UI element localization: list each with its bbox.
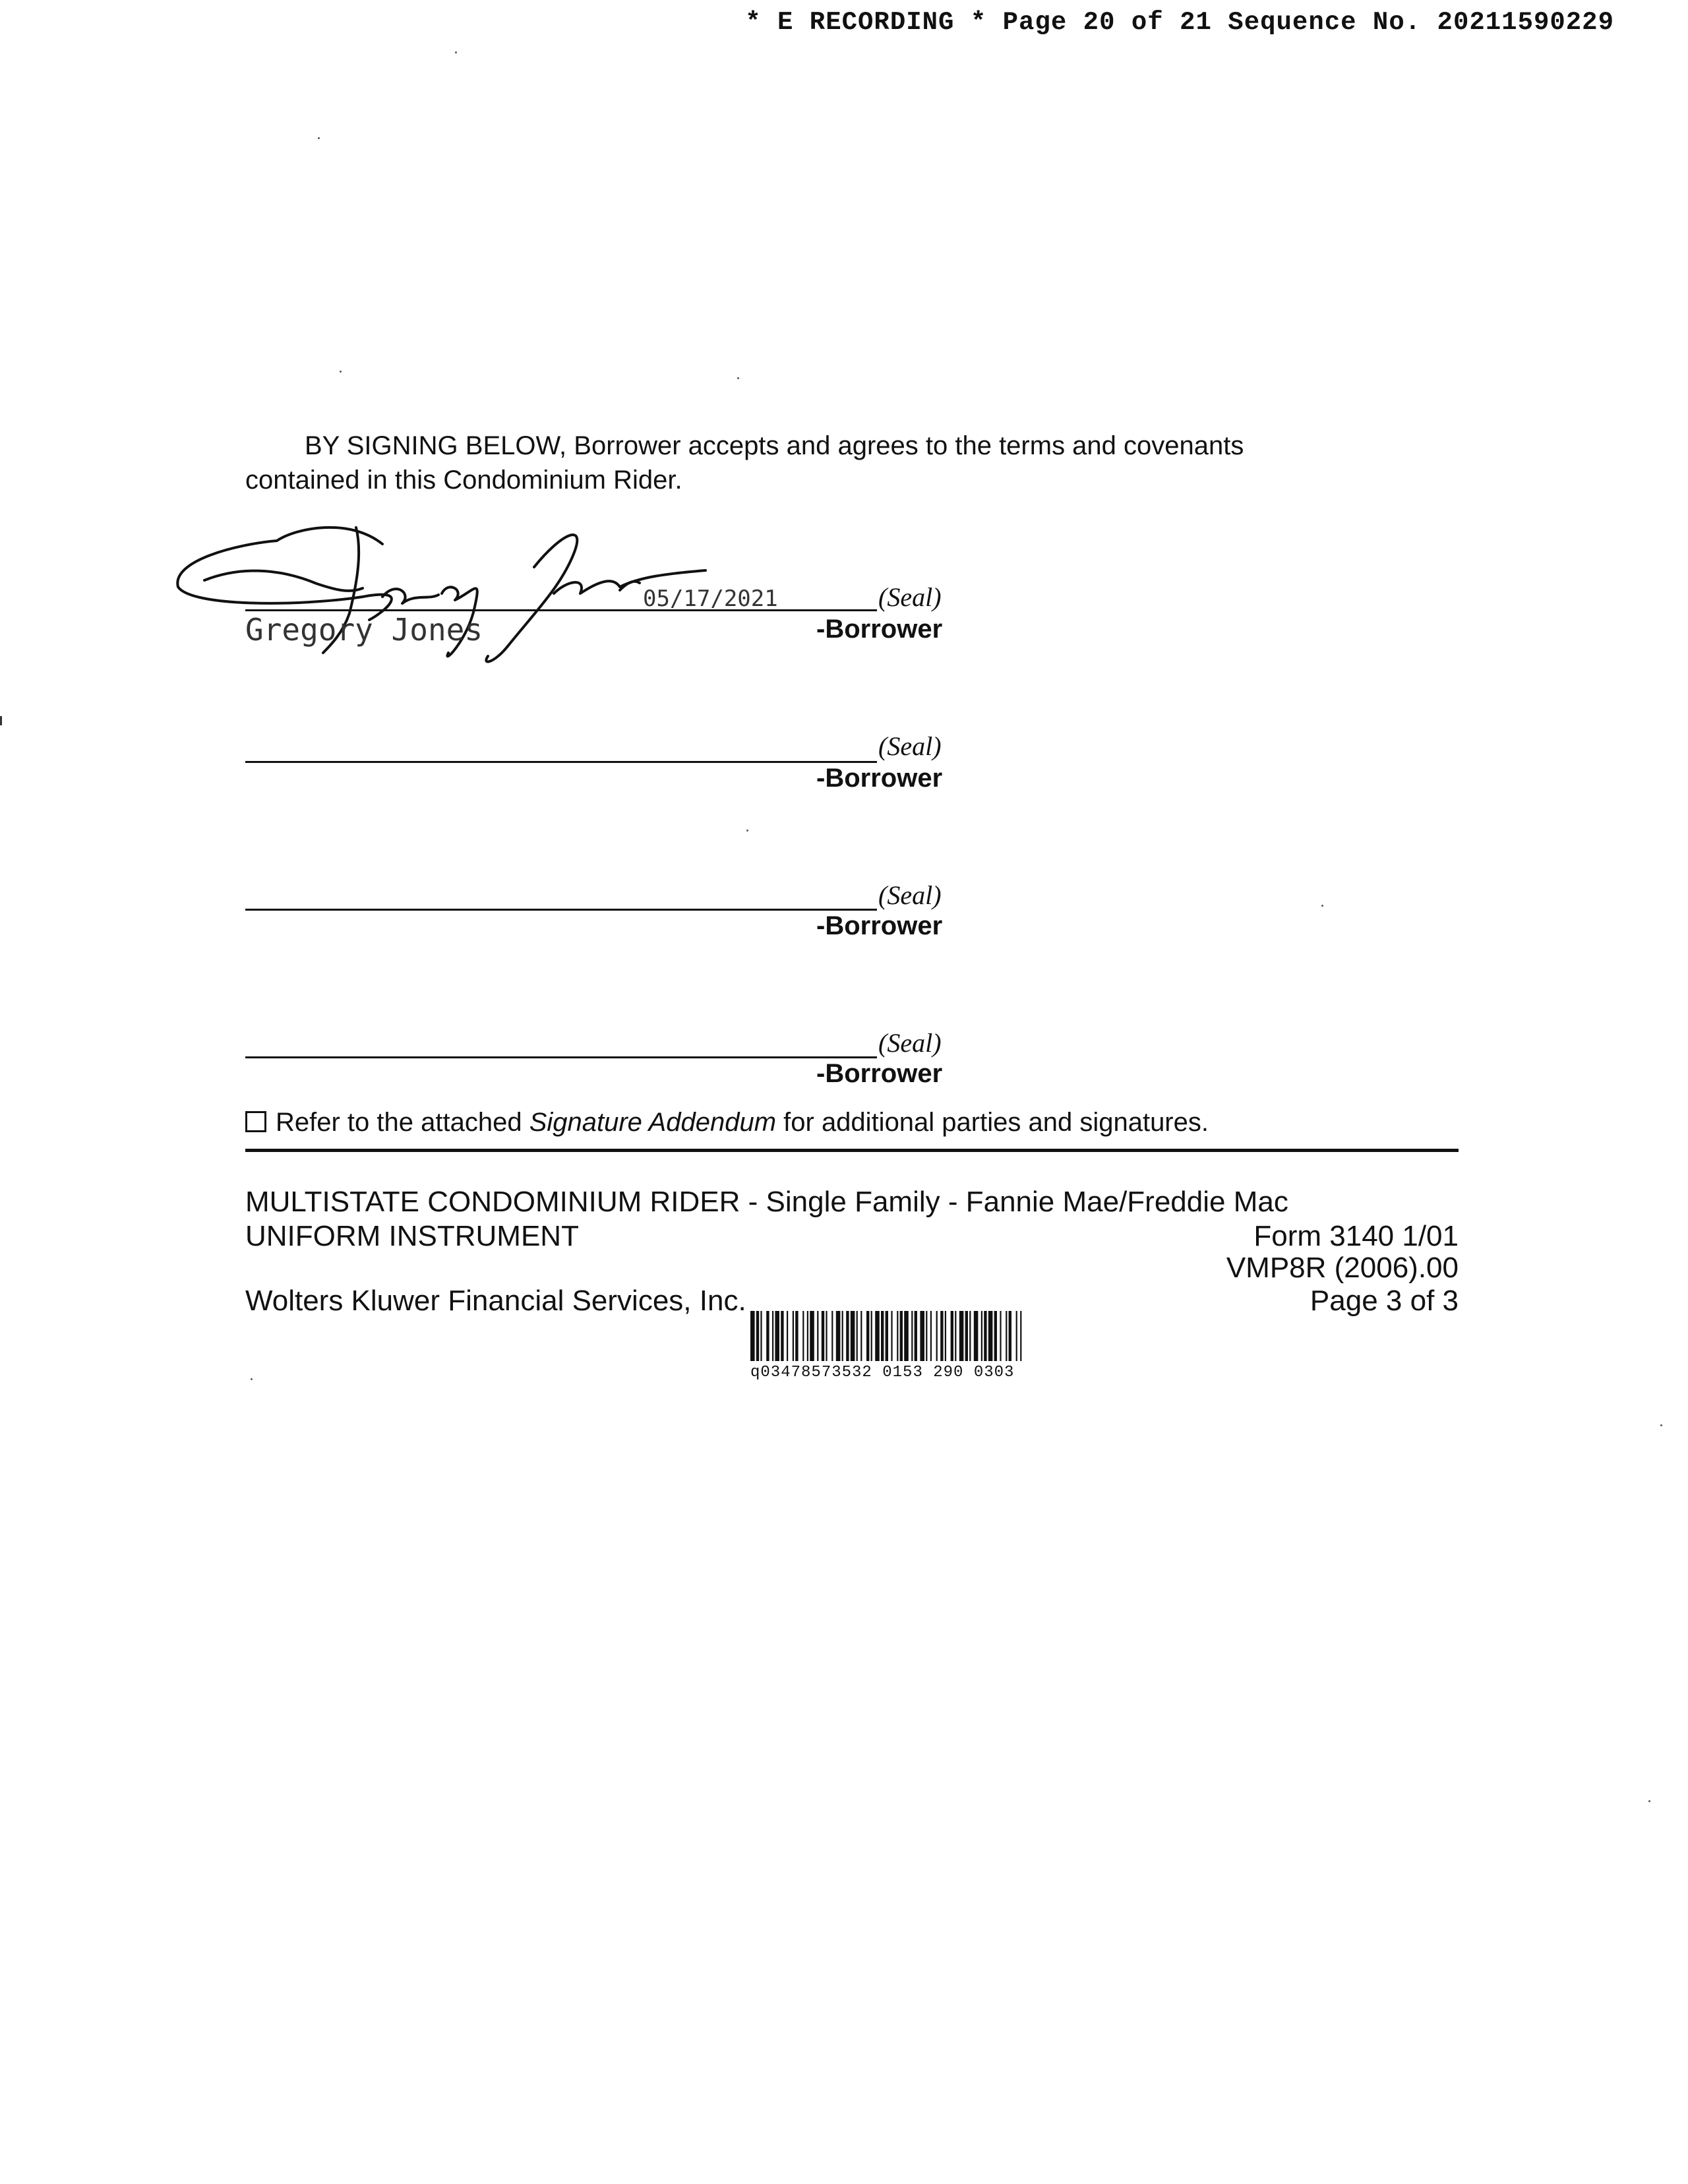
recording-stamp: * E RECORDING * Page 20 of 21 Sequence No. 20211590229 (745, 8, 1614, 37)
agreement-paragraph (245, 429, 1366, 497)
barcode-bar (817, 1311, 818, 1361)
barcode-bar (955, 1311, 956, 1361)
seal-label-3: (Seal) (878, 880, 942, 910)
barcode-bar (945, 1311, 946, 1361)
barcode-bar (897, 1311, 898, 1361)
scan-speck (746, 830, 748, 832)
barcode-bar (846, 1311, 849, 1361)
barcode-bar (911, 1311, 913, 1361)
barcode-bar (988, 1311, 993, 1361)
barcode-bar (881, 1311, 884, 1361)
barcode-bar (775, 1311, 779, 1361)
barcode-bar (969, 1311, 971, 1361)
barcode-bar (772, 1311, 773, 1361)
scan-speck (251, 1378, 253, 1380)
barcode-bar (750, 1311, 755, 1361)
seal-label-2: (Seal) (878, 731, 942, 761)
barcode-bar (857, 1311, 858, 1361)
seal-label-4: (Seal) (878, 1028, 942, 1058)
addendum-italic: Signature Addendum (529, 1108, 777, 1137)
barcode-bar (807, 1311, 808, 1361)
barcode-bar (860, 1311, 862, 1361)
barcode-bar (810, 1311, 814, 1361)
barcode-bar (793, 1311, 794, 1361)
barcode-bar (940, 1311, 943, 1361)
barcode-bar (766, 1311, 769, 1361)
scan-speck (1648, 1800, 1650, 1802)
barcode-bar (1000, 1311, 1001, 1361)
barcode-bar (926, 1311, 927, 1361)
barcode-bar (1020, 1311, 1021, 1361)
role-label-4: -Borrower (816, 1059, 943, 1088)
barcode-bar (875, 1311, 880, 1361)
role-label-2: -Borrower (816, 764, 943, 793)
barcode-bar (900, 1311, 903, 1361)
barcode-bar (984, 1311, 986, 1361)
barcode-bar (842, 1311, 843, 1361)
addendum-prefix: Refer to the attached (276, 1108, 529, 1137)
barcode-bar (891, 1311, 892, 1361)
barcode-bar (822, 1311, 824, 1361)
uniform-instrument: UNIFORM INSTRUMENT (245, 1220, 579, 1252)
barcode-bar (920, 1311, 924, 1361)
form-title: MULTISTATE CONDOMINIUM RIDER - Single Family - Fannie Mae/Freddie Mac (245, 1186, 1288, 1218)
signer-name: Gregory Jones (245, 612, 483, 648)
form-code: VMP8R (2006).00 (1226, 1252, 1459, 1284)
signature-line-1 (245, 609, 877, 611)
role-label-1: -Borrower (816, 615, 943, 644)
barcode-bar (1006, 1311, 1007, 1361)
signature-line-4[interactable] (245, 1056, 877, 1058)
barcode-bar (787, 1311, 788, 1361)
barcode-bar (802, 1311, 804, 1361)
scan-speck (455, 51, 457, 53)
barcode-bar (866, 1311, 869, 1361)
barcode-bar (1009, 1311, 1011, 1361)
barcode-bar (836, 1311, 841, 1361)
scan-speck (340, 371, 342, 373)
barcode-bar (760, 1311, 762, 1361)
barcode-bar (930, 1311, 932, 1361)
agreement-line-1: BY SIGNING BELOW, Borrower accepts and agrees to the terms and covenants (305, 431, 1244, 460)
scan-speck (1321, 905, 1323, 907)
role-label-3: -Borrower (816, 911, 943, 940)
form-number: Form 3140 1/01 (1253, 1220, 1459, 1252)
barcode-number: q03478573532 0153 290 0303 (750, 1364, 1015, 1381)
addendum-suffix: for additional parties and signatures. (776, 1108, 1209, 1137)
barcode-bar (826, 1311, 827, 1361)
scan-speck (737, 377, 739, 379)
barcode-bar (915, 1311, 917, 1361)
signature-line-2[interactable] (245, 761, 877, 763)
signed-date: 05/17/2021 (643, 586, 778, 612)
barcode-bar (981, 1311, 982, 1361)
scan-speck (1660, 1424, 1662, 1426)
seal-label-1: (Seal) (878, 582, 942, 612)
page-indicator: Page 3 of 3 (1310, 1285, 1459, 1317)
barcode-bar (795, 1311, 798, 1361)
barcode-bar (781, 1311, 783, 1361)
barcode-bar (1016, 1311, 1017, 1361)
agreement-line-2: contained in this Condominium Rider. (245, 466, 682, 495)
barcode-bar (886, 1311, 888, 1361)
barcode-bar (756, 1311, 759, 1361)
footer-divider (245, 1149, 1459, 1152)
scan-mark (0, 716, 2, 725)
barcode-bar (851, 1311, 855, 1361)
barcode-bar (904, 1311, 909, 1361)
barcode-bar (994, 1311, 997, 1361)
addendum-note (245, 1108, 1209, 1138)
barcode-bar (951, 1311, 953, 1361)
barcode-bar (831, 1311, 833, 1361)
barcode-bar (936, 1311, 938, 1361)
scan-speck (318, 137, 320, 139)
signature-line-3[interactable] (245, 909, 877, 911)
barcode-bar (974, 1311, 979, 1361)
barcode-icon (750, 1311, 1232, 1361)
barcode-bar (871, 1311, 872, 1361)
publisher: Wolters Kluwer Financial Services, Inc. (245, 1285, 746, 1317)
barcode-bar (965, 1311, 968, 1361)
addendum-checkbox[interactable] (245, 1111, 266, 1132)
barcode-bar (959, 1311, 964, 1361)
